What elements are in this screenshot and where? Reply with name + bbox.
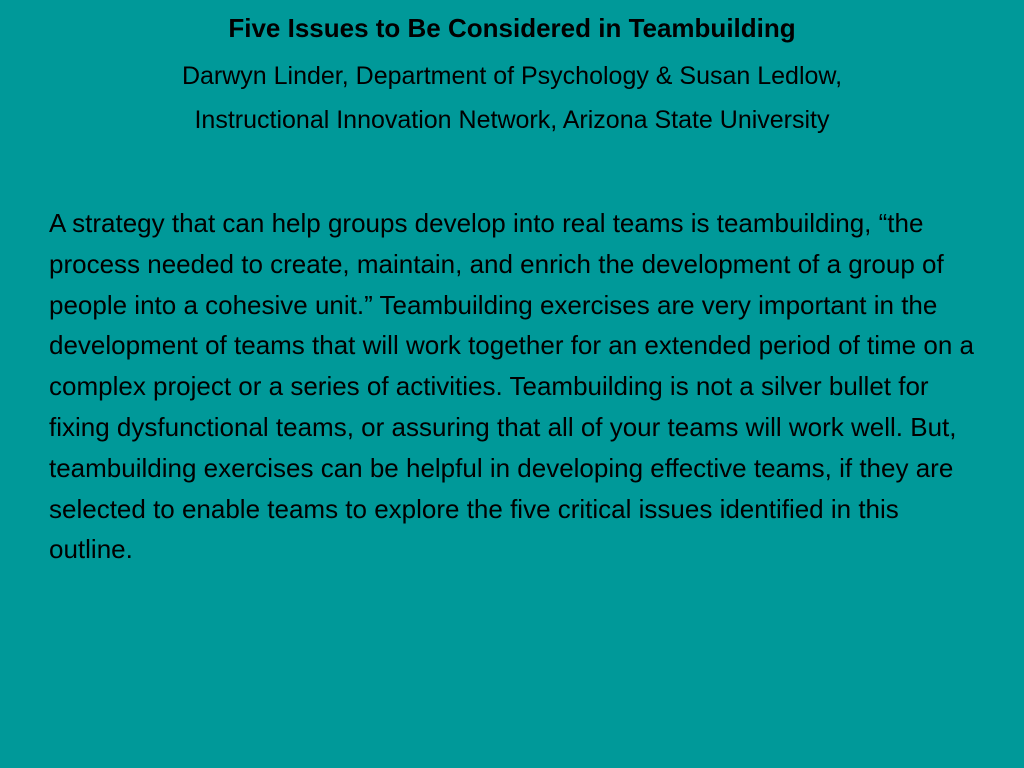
byline-line-2: Instructional Innovation Network, Arizona State University	[194, 106, 830, 134]
slide-body-paragraph: A strategy that can help groups develop into real teams is teambuilding, “the process needed to create, maintain, and enrich the development of a group of people into a cohesive unit.” Teambuilding exercises are very important in the development of teams that will work together for an extended period of time on a complex project or a series of activities. Teambuilding is not a silver bullet for fixing dysfunctional teams, or assuring that all of your teams will work well. But, teambuilding exercises can be helpful in developing effective teams, if they are selected to enable teams to explore the five critical issues identified in this outline.	[49, 208, 974, 565]
slide-title: Five Issues to Be Considered in Teambuilding	[228, 13, 796, 43]
byline-line-1: Darwyn Linder, Department of Psychology & Susan Ledlow,	[181, 62, 843, 90]
slide-byline	[0, 54, 1024, 142]
